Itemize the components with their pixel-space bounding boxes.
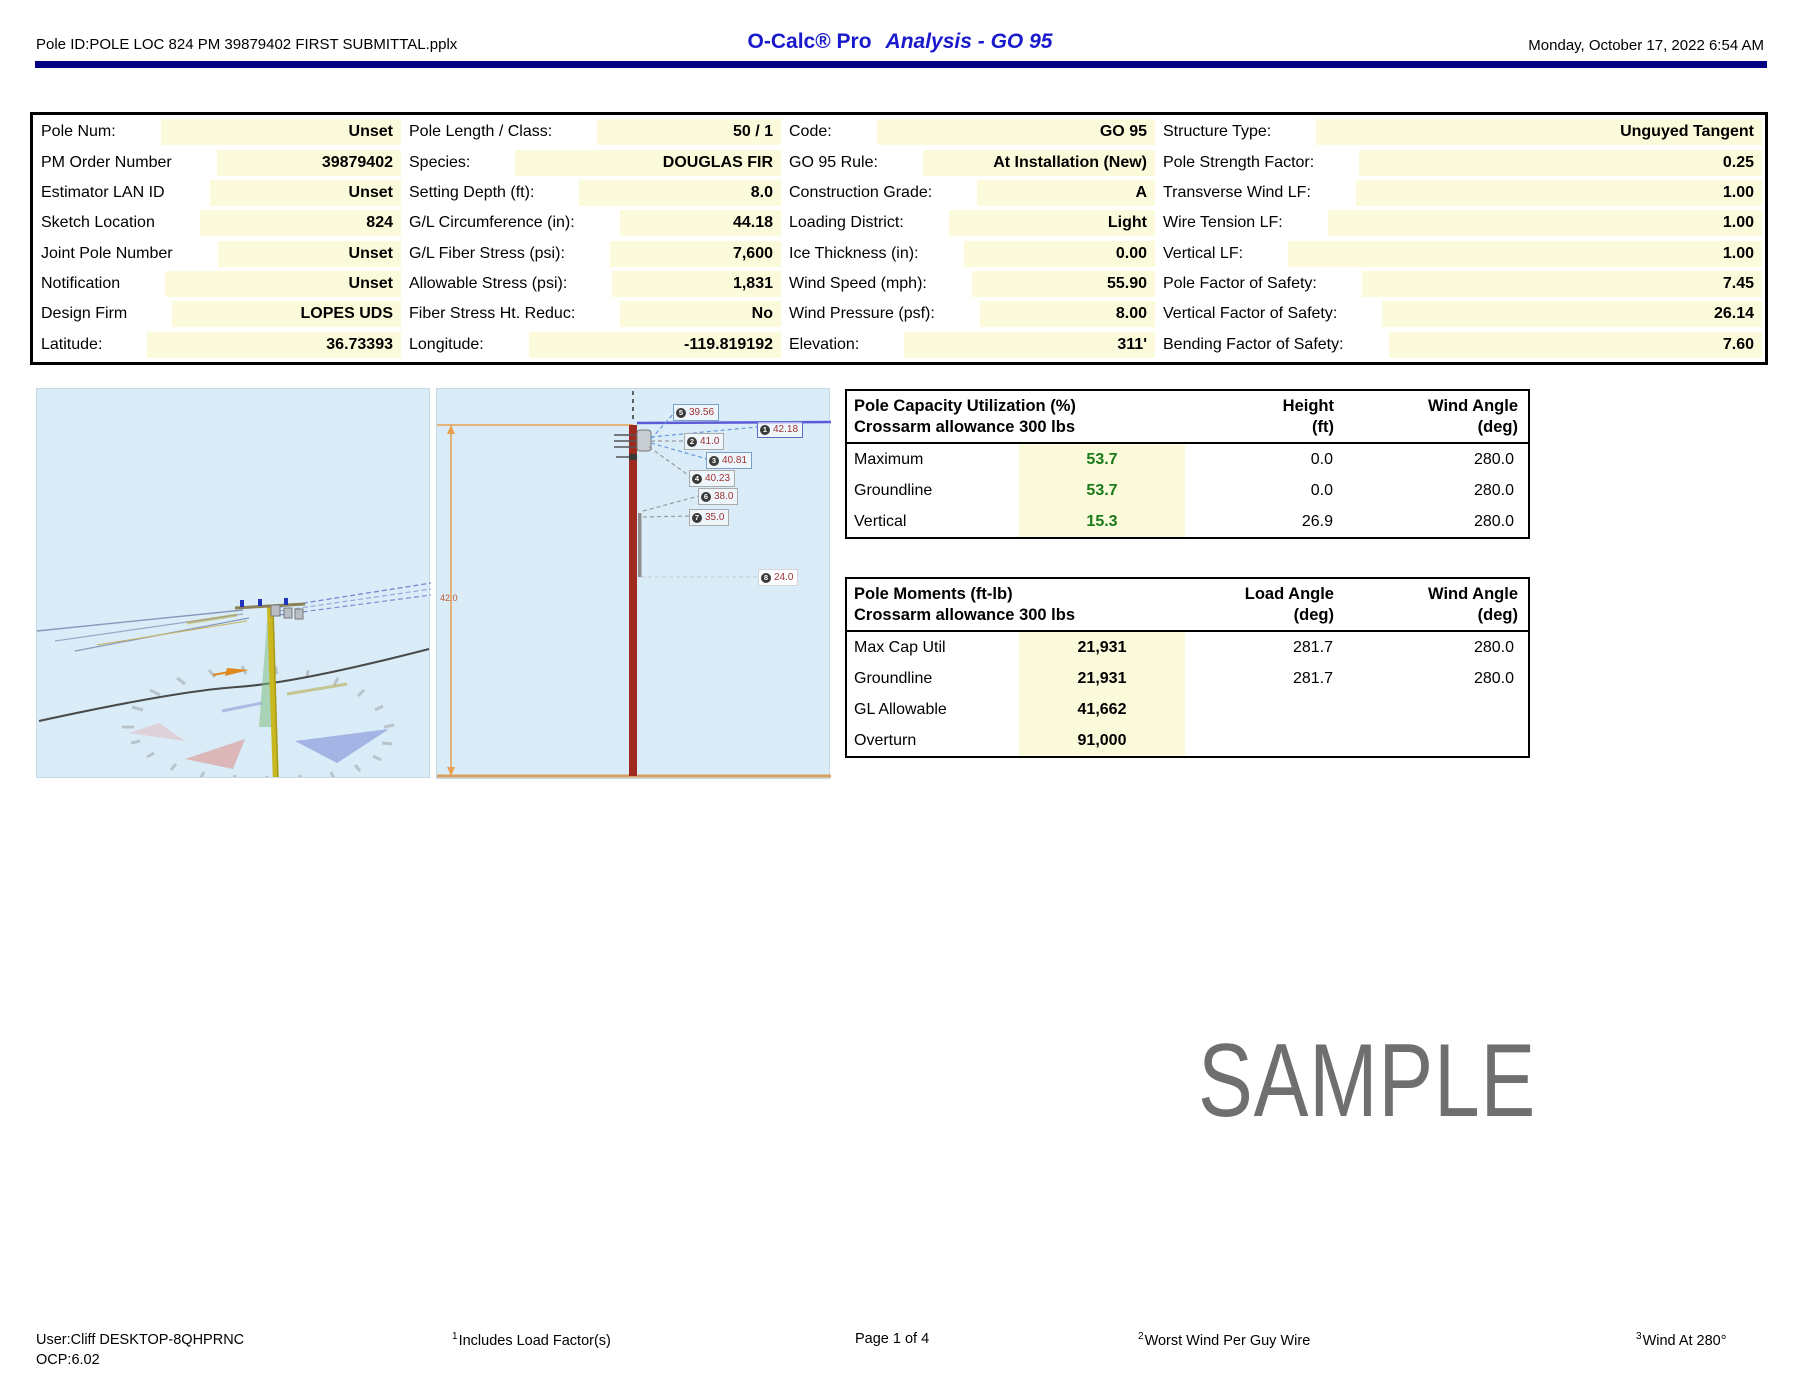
pole-elevation-view	[436, 388, 830, 779]
info-value: Unguyed Tangent	[1316, 119, 1762, 145]
footnote-marker: 3	[1636, 1331, 1642, 1342]
attachment-badge: 6	[701, 492, 711, 502]
info-label: Vertical LF:	[1155, 245, 1288, 263]
info-cell	[1155, 178, 1762, 208]
info-value: At Installation (New)	[923, 150, 1155, 176]
col-height-unit: (ft)	[1312, 418, 1334, 436]
info-label: Bending Factor of Safety:	[1155, 336, 1389, 354]
info-label: Joint Pole Number	[33, 245, 218, 263]
moments-title-line1: Pole Moments (ft-lb)	[854, 585, 1013, 603]
attachment-badge: 1	[760, 425, 770, 435]
info-value: 7,600	[610, 241, 781, 267]
info-cell	[781, 147, 1155, 177]
moments-table-header	[847, 579, 1528, 632]
info-cell	[401, 330, 781, 360]
row-name: Max Cap Util	[854, 638, 946, 656]
info-label: Pole Factor of Safety:	[1155, 275, 1362, 293]
info-label: GO 95 Rule:	[781, 154, 923, 172]
info-value: Unset	[161, 119, 401, 145]
footnote-marker: 1	[452, 1331, 458, 1342]
footer-note-3	[1636, 1331, 1727, 1349]
info-cell	[401, 147, 781, 177]
col-load-unit: (deg)	[1293, 606, 1334, 624]
info-cell	[1155, 117, 1762, 147]
info-label: Design Firm	[33, 305, 172, 323]
moment-value: 91,000	[1019, 725, 1185, 756]
info-value: 0.25	[1359, 150, 1762, 176]
attachment-height: 42.18	[773, 424, 799, 435]
attachment-label-3	[706, 452, 752, 469]
capacity-utilization-table	[845, 389, 1530, 539]
info-cell	[781, 330, 1155, 360]
utilization-value: 53.7	[1019, 444, 1185, 475]
info-label: Setting Depth (ft):	[401, 184, 579, 202]
utilization-value: 15.3	[1019, 506, 1185, 537]
row-name: Overturn	[854, 731, 917, 749]
moments-col-wind	[1344, 579, 1528, 630]
attachment-badge: 2	[687, 437, 697, 447]
info-value: 1,831	[612, 271, 781, 297]
info-row	[33, 147, 1765, 177]
info-label: Sketch Location	[33, 214, 200, 232]
info-value: Unset	[218, 241, 401, 267]
pole-riser	[638, 513, 642, 577]
info-label: Wire Tension LF:	[1155, 214, 1328, 232]
info-cell	[33, 269, 401, 299]
wind-angle-value: 280.0	[1473, 450, 1514, 468]
info-label: G/L Fiber Stress (psi):	[401, 245, 610, 263]
info-cell	[401, 269, 781, 299]
info-value: 7.60	[1389, 332, 1762, 358]
info-label: Transverse Wind LF:	[1155, 184, 1356, 202]
footnote-text: Includes Load Factor(s)	[458, 1332, 611, 1349]
pole-elevation	[629, 425, 637, 776]
attachment-badge: 7	[692, 513, 702, 523]
info-label: Wind Pressure (psf):	[781, 305, 980, 323]
info-value: -119.819192	[529, 332, 781, 358]
info-value: Unset	[165, 271, 401, 297]
info-value: 39879402	[217, 150, 401, 176]
capacity-table-header	[847, 391, 1528, 444]
footnote-marker: 2	[1138, 1331, 1144, 1342]
wind-angle-value: 280.0	[1473, 669, 1514, 687]
info-value: Unset	[210, 180, 401, 206]
info-cell	[1155, 208, 1762, 238]
wind-angle-value: 280.0	[1473, 481, 1514, 499]
capacity-title-line1: Pole Capacity Utilization (%)	[854, 397, 1076, 415]
info-value: 0.00	[964, 241, 1155, 267]
info-label: Longitude:	[401, 336, 529, 354]
row-name: Groundline	[854, 669, 933, 687]
attachment-height: 39.56	[689, 407, 715, 418]
moments-row	[847, 725, 1528, 756]
info-cell	[33, 147, 401, 177]
attachment-label-1	[757, 421, 803, 438]
info-label: Pole Strength Factor:	[1155, 154, 1359, 172]
info-cell	[33, 239, 401, 269]
col-wind-label: Wind Angle	[1428, 585, 1518, 603]
capacity-row	[847, 475, 1528, 506]
footer-note-1	[452, 1331, 611, 1349]
footer-user-info	[36, 1330, 244, 1370]
row-name: Vertical	[854, 512, 907, 530]
info-cell	[781, 299, 1155, 329]
attachment-label-4	[689, 470, 735, 487]
info-row	[33, 178, 1765, 208]
info-label: Allowable Stress (psi):	[401, 275, 612, 293]
info-label: Notification	[33, 275, 165, 293]
attachment-label-5	[673, 404, 719, 421]
info-row	[33, 330, 1765, 360]
app-name: O-Calc® Pro	[747, 30, 872, 53]
attachment-height: 41.0	[700, 436, 720, 447]
pole-height-dimension: 42.0	[440, 593, 458, 603]
info-value: 7.45	[1362, 271, 1762, 297]
info-label: Ice Thickness (in):	[781, 245, 964, 263]
info-value: 36.73393	[147, 332, 401, 358]
info-cell	[1155, 239, 1762, 269]
moment-value: 41,662	[1019, 694, 1185, 725]
info-cell	[1155, 330, 1762, 360]
attachment-label-8	[758, 569, 798, 586]
col-wind-unit: (deg)	[1477, 418, 1518, 436]
header-divider	[35, 61, 1767, 68]
capacity-col-wind	[1344, 391, 1528, 442]
info-value: GO 95	[877, 119, 1155, 145]
attachment-height: 40.81	[722, 455, 748, 466]
info-cell	[1155, 269, 1762, 299]
pole-equipment	[637, 430, 651, 451]
pole-moments-table	[845, 577, 1530, 758]
report-datetime: Monday, October 17, 2022 6:54 AM	[1528, 37, 1764, 54]
info-label: Estimator LAN ID	[33, 184, 210, 202]
info-label: G/L Circumference (in):	[401, 214, 620, 232]
pole-info-table	[30, 112, 1768, 365]
info-label: Code:	[781, 123, 877, 141]
info-value: 8.0	[579, 180, 781, 206]
info-row	[33, 208, 1765, 238]
info-label: Pole Num:	[33, 123, 161, 141]
moments-row	[847, 663, 1528, 694]
info-cell	[33, 117, 401, 147]
wind-angle-value: 280.0	[1473, 512, 1514, 530]
info-cell	[781, 117, 1155, 147]
info-value: No	[620, 301, 781, 327]
attachment-badge: 8	[761, 573, 771, 583]
info-label: Fiber Stress Ht. Reduc:	[401, 305, 620, 323]
info-cell	[401, 117, 781, 147]
attachment-label-6	[698, 488, 738, 505]
attachment-height: 40.23	[705, 473, 731, 484]
moments-title	[847, 579, 1187, 630]
row-name: Maximum	[854, 450, 924, 468]
load-angle-value: 281.7	[1292, 638, 1333, 656]
info-cell	[781, 208, 1155, 238]
attachment-label-2	[684, 433, 724, 450]
moments-row	[847, 694, 1528, 725]
pole-3d-view	[36, 388, 430, 778]
info-cell	[401, 239, 781, 269]
moments-row	[847, 632, 1528, 663]
info-value: 8.00	[980, 301, 1155, 327]
info-value: 824	[200, 210, 401, 236]
height-value: 0.0	[1310, 450, 1333, 468]
attachment-height: 24.0	[774, 572, 794, 583]
info-value: 55.90	[972, 271, 1155, 297]
capacity-col-height	[1187, 391, 1344, 442]
info-cell	[781, 239, 1155, 269]
capacity-title	[847, 391, 1187, 442]
info-label: Structure Type:	[1155, 123, 1316, 141]
info-value: DOUGLAS FIR	[515, 150, 781, 176]
info-cell	[33, 208, 401, 238]
attachment-badge: 4	[692, 474, 702, 484]
capacity-row	[847, 444, 1528, 475]
moments-col-load	[1187, 579, 1344, 630]
col-wind-label: Wind Angle	[1428, 397, 1518, 415]
moments-title-line2: Crossarm allowance 300 lbs	[854, 606, 1076, 624]
capacity-title-line2: Crossarm allowance 300 lbs	[854, 418, 1076, 436]
info-value: 26.14	[1382, 301, 1762, 327]
info-cell	[33, 330, 401, 360]
info-label: Loading District:	[781, 214, 949, 232]
info-label: Construction Grade:	[781, 184, 977, 202]
info-value: 1.00	[1356, 180, 1762, 206]
col-load-label: Load Angle	[1244, 585, 1334, 603]
col-height-label: Height	[1282, 397, 1334, 415]
info-label: Vertical Factor of Safety:	[1155, 305, 1382, 323]
info-label: Pole Length / Class:	[401, 123, 597, 141]
capacity-row	[847, 506, 1528, 537]
info-row	[33, 239, 1765, 269]
pole-3d-drawing	[37, 389, 431, 777]
info-value: 311'	[904, 332, 1155, 358]
height-value: 0.0	[1310, 481, 1333, 499]
info-label: Latitude:	[33, 336, 147, 354]
load-angle-value: 281.7	[1292, 669, 1333, 687]
info-cell	[401, 178, 781, 208]
attachment-badge: 5	[676, 408, 686, 418]
sample-watermark: SAMPLE	[1198, 1023, 1537, 1139]
attachment-height: 35.0	[705, 512, 725, 523]
info-label: Wind Speed (mph):	[781, 275, 972, 293]
info-value: LOPES UDS	[172, 301, 401, 327]
info-row	[33, 117, 1765, 147]
row-name: GL Allowable	[854, 700, 947, 718]
attachment-label-7	[689, 509, 729, 526]
info-label: Species:	[401, 154, 515, 172]
height-value: 26.9	[1301, 512, 1333, 530]
attachment-height: 38.0	[714, 491, 734, 502]
footer-user: User:Cliff DESKTOP-8QHPRNC	[36, 1332, 245, 1348]
info-label: PM Order Number	[33, 154, 217, 172]
footer-version: OCP:6.02	[36, 1352, 100, 1368]
row-name: Groundline	[854, 481, 933, 499]
info-value: 1.00	[1328, 210, 1762, 236]
info-cell	[781, 178, 1155, 208]
col-wind-unit: (deg)	[1477, 606, 1518, 624]
utilization-value: 53.7	[1019, 475, 1185, 506]
info-cell	[33, 299, 401, 329]
info-cell	[1155, 147, 1762, 177]
footer-page-number: Page 1 of 4	[855, 1331, 930, 1347]
info-cell	[781, 269, 1155, 299]
wind-angle-value: 280.0	[1473, 638, 1514, 656]
info-row	[33, 299, 1765, 329]
info-value: 1.00	[1288, 241, 1762, 267]
footer-note-2	[1138, 1331, 1310, 1349]
pole-id-text: Pole ID:POLE LOC 824 PM 39879402 FIRST SUBMITTAL.pplx	[36, 36, 458, 53]
info-cell	[1155, 299, 1762, 329]
footnote-text: Wind At 280°	[1642, 1332, 1727, 1349]
attachment-badge: 3	[709, 456, 719, 466]
info-value: A	[977, 180, 1155, 206]
info-row	[33, 269, 1765, 299]
info-value: 50 / 1	[597, 119, 781, 145]
compass-red-wedge	[185, 739, 245, 769]
footnote-text: Worst Wind Per Guy Wire	[1144, 1332, 1311, 1349]
moment-value: 21,931	[1019, 663, 1185, 694]
info-value: 44.18	[620, 210, 781, 236]
moment-value: 21,931	[1019, 632, 1185, 663]
info-value: Light	[949, 210, 1155, 236]
info-label: Elevation:	[781, 336, 904, 354]
info-cell	[401, 299, 781, 329]
info-cell	[401, 208, 781, 238]
info-cell	[33, 178, 401, 208]
analysis-title: Analysis - GO 95	[885, 30, 1053, 53]
